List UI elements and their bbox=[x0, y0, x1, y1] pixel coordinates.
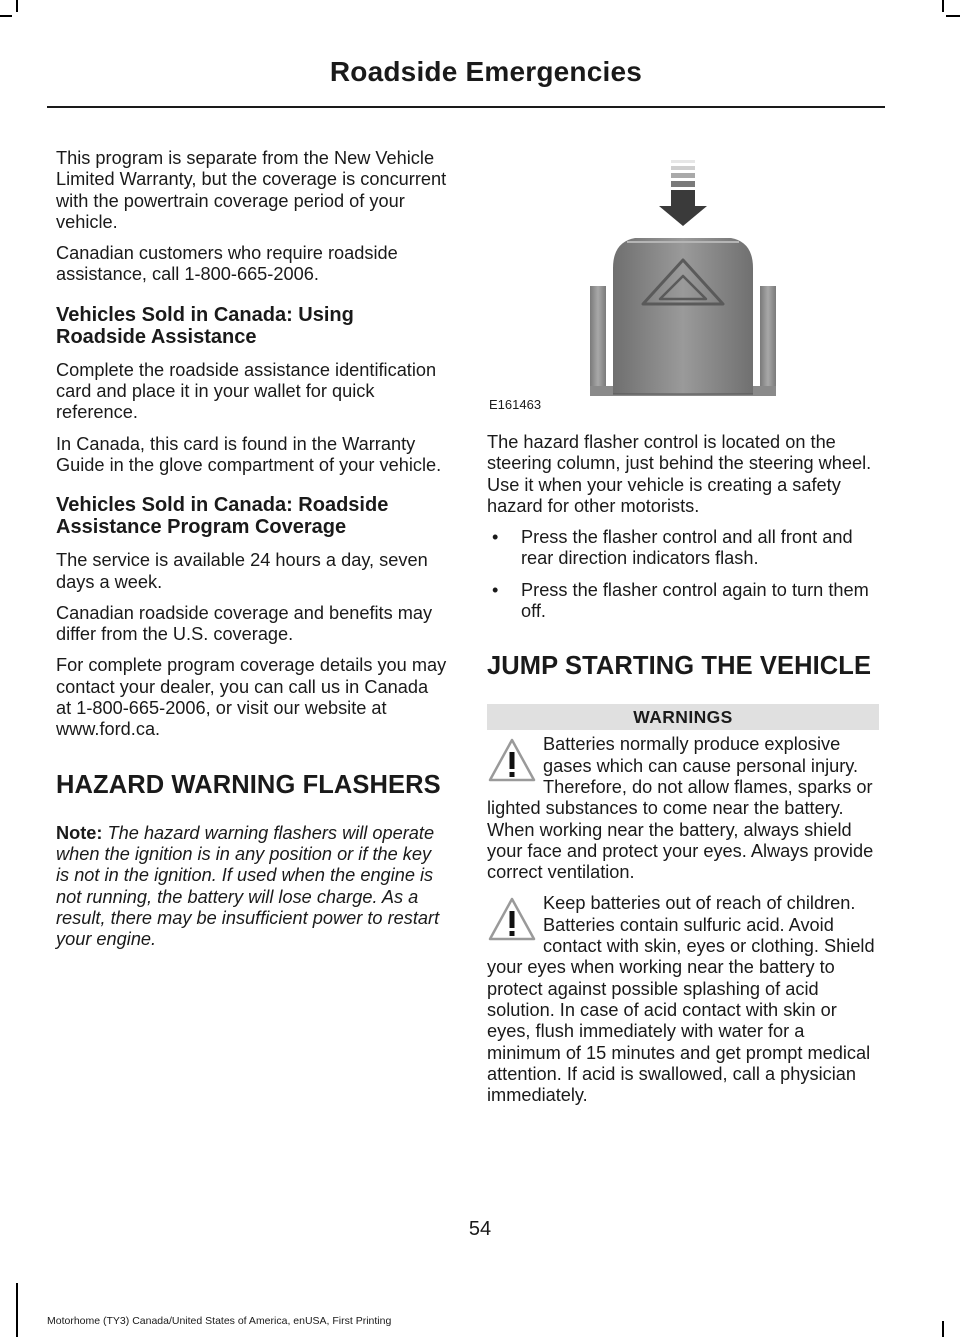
warning-triangle-icon bbox=[487, 736, 537, 786]
chapter-heading: HAZARD WARNING FLASHERS bbox=[56, 770, 441, 799]
crop-mark bbox=[16, 1283, 18, 1337]
left-column bbox=[56, 148, 448, 960]
crop-mark bbox=[16, 0, 18, 12]
page-title: Roadside Emergencies bbox=[329, 56, 642, 87]
paragraph: Canadian customers who require roadside assistance, call 1-800-665-2006. bbox=[56, 243, 398, 285]
hazard-switch-illustration bbox=[487, 158, 879, 412]
paragraph: Canadian roadside coverage and benefits may differ from the U.S. coverage. bbox=[56, 602, 433, 645]
warning-text: Keep batteries out of reach of children. Batteries contain sulfuric acid. Avoid contact with skin, eyes or clothing. Shield your eyes when working near the battery to protect against possible splashing of acid solution. In case of acid contact with skin or eyes, flush immediately with water for a minimum of 15 minutes and get prompt medical attention. If acid is swallowed, call a physician immediately. bbox=[487, 893, 875, 1106]
note-text: The hazard warning flashers will operate when the ignition is in any position or if the key is not in the ignition. If used when the engine is not running, the battery will lose charge. As a result, there may be insufficient power to restart your engine. bbox=[56, 822, 440, 950]
paragraph: Complete the roadside assistance identification card and place it in your wallet for quick reference. bbox=[56, 359, 437, 423]
bullet-list bbox=[487, 527, 879, 622]
warning-text: Batteries normally produce explosive gases which can cause personal injury. Therefore, do not allow flames, sparks or lighted substances to come near the battery. When working near the battery, always shield your face and protect your eyes. Always provide correct ventilation. bbox=[487, 734, 874, 883]
warning-block bbox=[487, 734, 879, 883]
figure-label: E161463 bbox=[489, 397, 542, 412]
paragraph: This program is separate from the New Vehicle Limited Warranty, but the coverage is concurrent with the powertrain coverage period of your vehicle. bbox=[56, 148, 447, 232]
chapter-heading: JUMP STARTING THE VEHICLE bbox=[487, 652, 872, 681]
paragraph: For complete program coverage details you may contact your dealer, you can call us in Canada at 1-800-665-2006, or visit our website at www.ford.ca. bbox=[56, 655, 447, 740]
paragraph: The hazard flasher control is located on the steering column, just behind the steering wheel. Use it when your vehicle is creating a safety hazard for other motorists. bbox=[487, 432, 872, 516]
warning-triangle-icon bbox=[487, 895, 537, 945]
list-item: • Press the flasher control again to turn them off. bbox=[487, 580, 879, 623]
list-item: • Press the flasher control and all front and rear direction indicators flash. bbox=[487, 527, 879, 570]
header-rule bbox=[47, 106, 885, 108]
section-heading: Vehicles Sold in Canada: Roadside Assistance Program Coverage bbox=[56, 494, 389, 539]
warnings-header: WARNINGS bbox=[487, 704, 879, 730]
crop-mark bbox=[946, 15, 960, 17]
page-number: 54 bbox=[468, 1218, 492, 1240]
paragraph: In Canada, this card is found in the Warranty Guide in the glove compartment of your vehicle. bbox=[56, 433, 442, 475]
paragraph: The service is available 24 hours a day, seven days a week. bbox=[56, 550, 428, 592]
crop-mark bbox=[942, 0, 944, 12]
crop-mark bbox=[0, 15, 12, 17]
hazard-switch-figure bbox=[487, 158, 879, 412]
section-heading: Vehicles Sold in Canada: Using Roadside Assistance bbox=[56, 303, 354, 348]
note bbox=[56, 823, 448, 951]
warning-block bbox=[487, 893, 879, 1106]
crop-mark bbox=[942, 1321, 944, 1337]
note-label: Note: bbox=[56, 822, 103, 843]
footer-text: Motorhome (TY3) Canada/United States of America, enUSA, First Printing bbox=[47, 1315, 392, 1327]
right-column bbox=[487, 158, 879, 1116]
